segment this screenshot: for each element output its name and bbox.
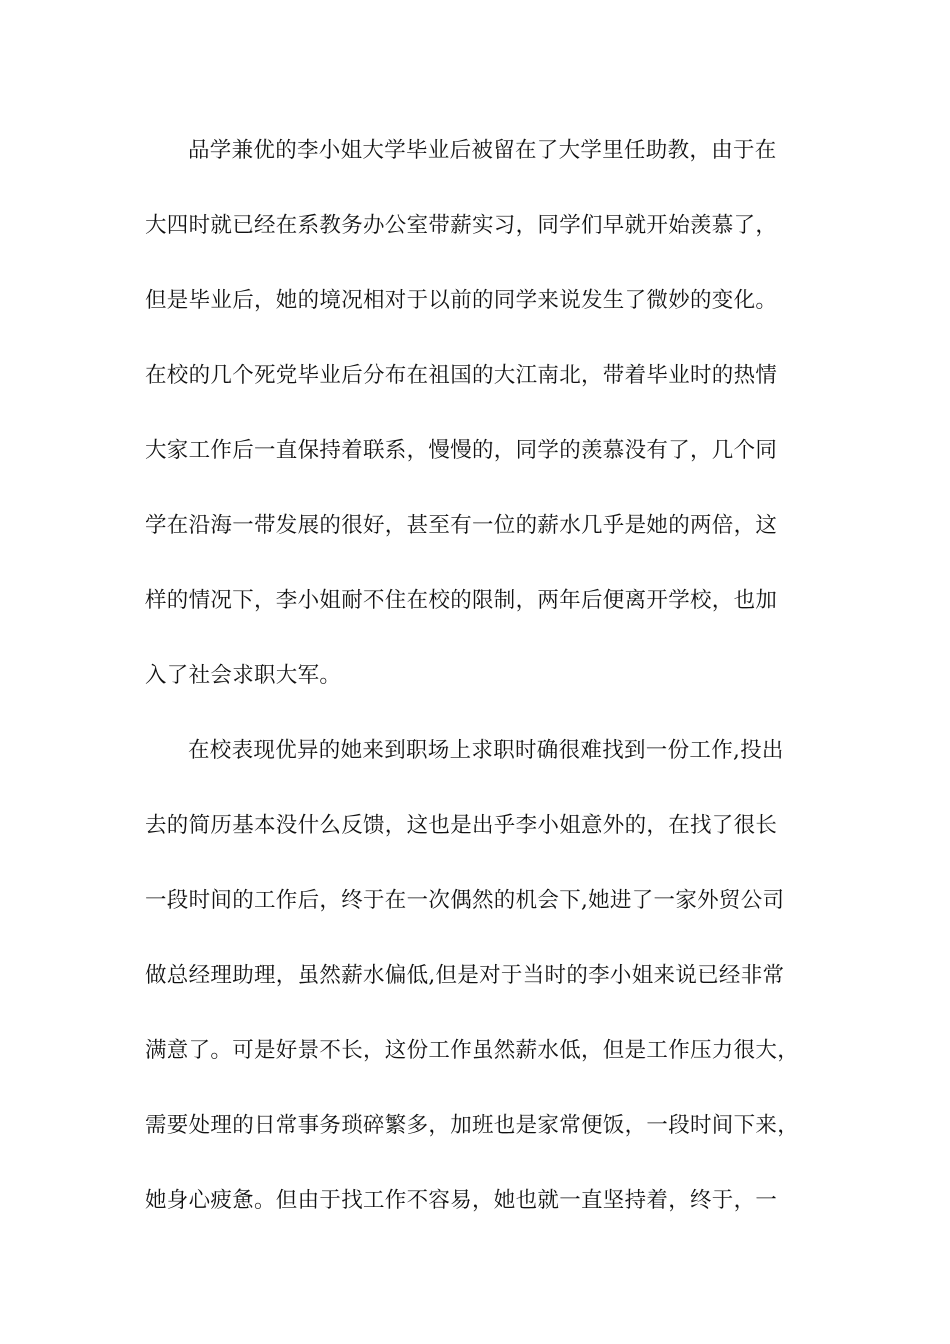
text-line: 她身心疲惫。但由于找工作不容易，她也就一直坚持着，终于，一 bbox=[145, 1188, 778, 1213]
text-line: 大家工作后一直保持着联系，慢慢的，同学的羡慕没有了，几个同 bbox=[145, 438, 778, 463]
text-line: 样的情况下，李小姐耐不住在校的限制，两年后便离开学校，也加 bbox=[145, 588, 778, 613]
text-line: 品学兼优的李小姐大学毕业后被留在了大学里任助教，由于在 bbox=[188, 138, 777, 163]
text-line: 需要处理的日常事务琐碎繁多，加班也是家常便饭，一段时间下来， bbox=[145, 1113, 800, 1138]
text-line: 大四时就已经在系教务办公室带薪实习，同学们早就开始羡慕了， bbox=[145, 213, 778, 238]
text-line: 在校表现优异的她来到职场上求职时确很难找到一份工作,投出 bbox=[188, 738, 784, 763]
text-line: 做总经理助理，虽然薪水偏低,但是对于当时的李小姐来说已经非常 bbox=[145, 963, 785, 988]
text-line: 满意了。可是好景不长，这份工作虽然薪水低，但是工作压力很大， bbox=[145, 1038, 800, 1063]
text-line: 在校的几个死党毕业后分布在祖国的大江南北，带着毕业时的热情 bbox=[145, 363, 778, 388]
text-line: 去的简历基本没什么反馈，这也是出乎李小姐意外的，在找了很长 bbox=[145, 813, 778, 838]
text-line: 但是毕业后，她的境况相对于以前的同学来说发生了微妙的变化。 bbox=[145, 288, 778, 313]
text-line: 学在沿海一带发展的很好，甚至有一位的薪水几乎是她的两倍，这 bbox=[145, 513, 778, 538]
text-line: 一段时间的工作后，终于在一次偶然的机会下,她进了一家外贸公司 bbox=[145, 888, 785, 913]
text-line: 入了社会求职大军。 bbox=[145, 663, 342, 688]
